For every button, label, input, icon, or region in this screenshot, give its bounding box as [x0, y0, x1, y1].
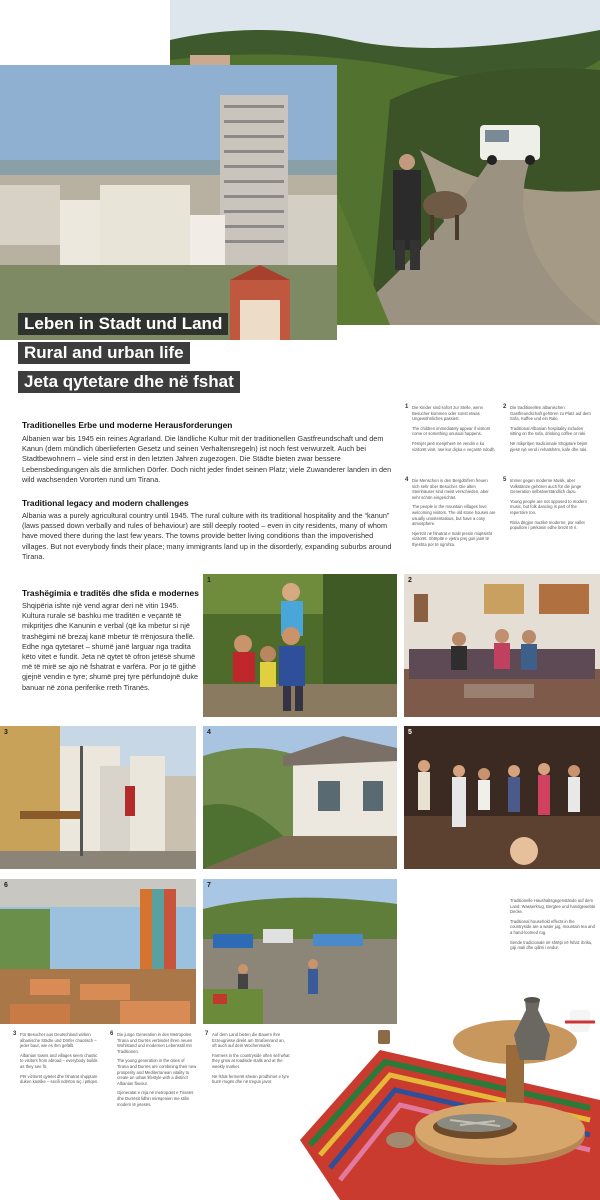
photo-number: 7	[207, 882, 211, 889]
section-heading-english: Traditional legacy and modern challenges	[22, 498, 189, 508]
caption-2: 2 Die traditionellen albanischen Gastfreundschaft gehören zu Platz auf dem Sofa, Kaffee und ein Raki. Traditional Albanian hospitality includes sitting on the sofa, drinking coffee or raki. Në mikpritjen tradicionale Shqiptare bëjnë pjesë një vend i rehatshëm, kafe dhe raki.	[503, 404, 591, 452]
page-title-english: Rural and urban life	[18, 342, 190, 364]
caption-4: 4 Die Menschen in den Bergdörfern freuen sich sehr über Besucher. Die alten Steinhäuser sind meist verschieden, aber sehr schön eingerichtet. The people in the mountain villages love welcoming visitors. The old stone houses are usually unostentatious, but have a cosy atmosphere. Njerëzit në fshatrat e malit presin miqësisht vizitorët. Shtëpitë e vjetra prej guri janë të thjeshta por të ngrohta.	[405, 477, 496, 547]
photo-number: 3	[4, 729, 8, 736]
photo-folk-dance	[404, 726, 600, 869]
caption-3: 3 Für Besucher aus Deutschland wirken albanische Städte und Dörfer chaotisch – jeder baut, wie es ihm gefällt. Albanian towns and villages seem chaotic to visitors from abroad – everybody builds as they see fit. Për vizitorët qytetet dhe fshatrat shqiptare duken kaotike – secili ndërton siç i pëlqen.	[13, 1031, 99, 1085]
section-heading-german: Traditionelles Erbe und moderne Herausforderungen	[22, 420, 233, 430]
photo-city-skyline	[0, 65, 337, 340]
caption-1: 1 Die Kinder sind sofort zur Stelle, wenn Besucher kommen oder sonst etwas Ungewöhnliches passiert. The children immediately appear if visitors come or something unusual happens. Fëmijët janë menjëherë në vendin e ku vizitorët vinë, ose kur diçka e veçantë ndodh.	[405, 404, 496, 452]
page-title-german: Leben in Stadt und Land	[18, 313, 228, 335]
section-text-english: Albania was a purely agricultural country until 1945. The rural culture with its traditional hospitality and the “kanun” (laws passed down verbally and rules of behaviour) are still deeply rooted – even in city residents, many of whom have moved there during the last few years. The towns provide better living conditions than the impoverished villages. But not everybody finds their place; many immigrants land up in the disorderly, expanding suburbs around Tirana.	[22, 511, 392, 561]
photo-children	[203, 574, 397, 717]
photo-number: 5	[408, 729, 412, 736]
photo-number: 1	[207, 577, 211, 584]
photo-town-street	[0, 726, 196, 869]
photo-living-room	[404, 574, 600, 717]
photo-household-table	[300, 980, 600, 1200]
caption-7: 7 Auf dem Land bieten die Bauern ihre Erzeugnisse direkt am Straßenrand an, oft auch auf dem Wochenmarkt. Farmers in the countryside often sell what they grow at roadside stalls and at the weekly market. Në fshat fermerët shesin prodhimet e tyre buzë rrugës dhe në tregun javor.	[205, 1031, 290, 1085]
page-title-albanian: Jeta qytetare dhe në fshat	[18, 371, 240, 393]
caption-household-items: Traditionelle Haushaltsgegenstände auf dem Land: Wasserkrug, Bergtee und handgewebte Decke. Traditional household effects in the countryside are a water jug, mountain tea and a hand-loomed rug. Sende tradicionale në shtëpi në fshat: ibriku, çaji mali dhe qilimi i endur.	[510, 898, 596, 951]
section-text-german: Albanien war bis 1945 ein reines Agrarland. Die ländliche Kultur mit der traditionellen Gastfreundschaft und dem Kanun (dem mündlich überlieferten Gesetz und seinen Verhaltensregeln) ist noch fest verwurzelt. Auch bei Stadtbewohnern – viele sind erst in den letzten Jahren zugezogen. Die Städte bieten zwar bessere Lebensbedingungen als die ärmlichen Dörfer. Doch nicht jeder findet seinen Platz; viele Zuwanderer landen in den wild wachsenden Vororten rund um Tirana.	[22, 434, 392, 484]
photo-number: 2	[408, 577, 412, 584]
photo-cafe-terrace	[0, 879, 196, 1024]
photo-number: 6	[4, 882, 8, 889]
section-text-albanian: Shqipëria ishte një vend agrar deri në vitin 1945. Kultura rurale së bashku me traditën e veçantë të mikpritjes dhe Kanunin e verbal (që ka mbetur si një trashëgimi në brezaj kanë mbetur të rrënjosura thellë. Edhe nga qytetaret – shumë janë larguar nga tradita këto vitet e fundit. Jeta në qytet të ofron jetësë shumë më të mirë se ajo në fshatrat e varfëra. Por jo të gjithë gjejnë vendin e tyre; shumë prej tyre përfundojnë duke banuar në zona periferike rreth Tiranës.	[22, 601, 199, 692]
photo-number: 4	[207, 729, 211, 736]
caption-5: 5 Immer gegen moderne Musik, aber Volkstänze gehören auch für die junge Generation selbstverständlich dazu. Young people are not opposed to modern music, but folk dancing is part of the repertoire too. Rinia dëgjon muzikë moderne, por vallet popullore i përkasin edhe brezit të ri.	[503, 477, 587, 531]
photo-stone-house	[203, 726, 397, 869]
caption-6: 6 Die junge Generation in den Metropolen Tirana und Durrës verbindet ihren neuen Wohlstand und modernen Lebensstil mit Traditionen. The young generation in the cities of Tirana and Durrës are combining their new prosperity and Mediterranean vitality to create an urban lifestyle with a distinct Albanian flavour. Gjeneratat e reja në metropolet e Tiranës dhe Durrësit lidhin mirëqenien me stilin modern të jetesës.	[110, 1031, 197, 1107]
section-heading-albanian: Trashëgimia e traditës dhe sfida e modernes	[22, 588, 199, 598]
